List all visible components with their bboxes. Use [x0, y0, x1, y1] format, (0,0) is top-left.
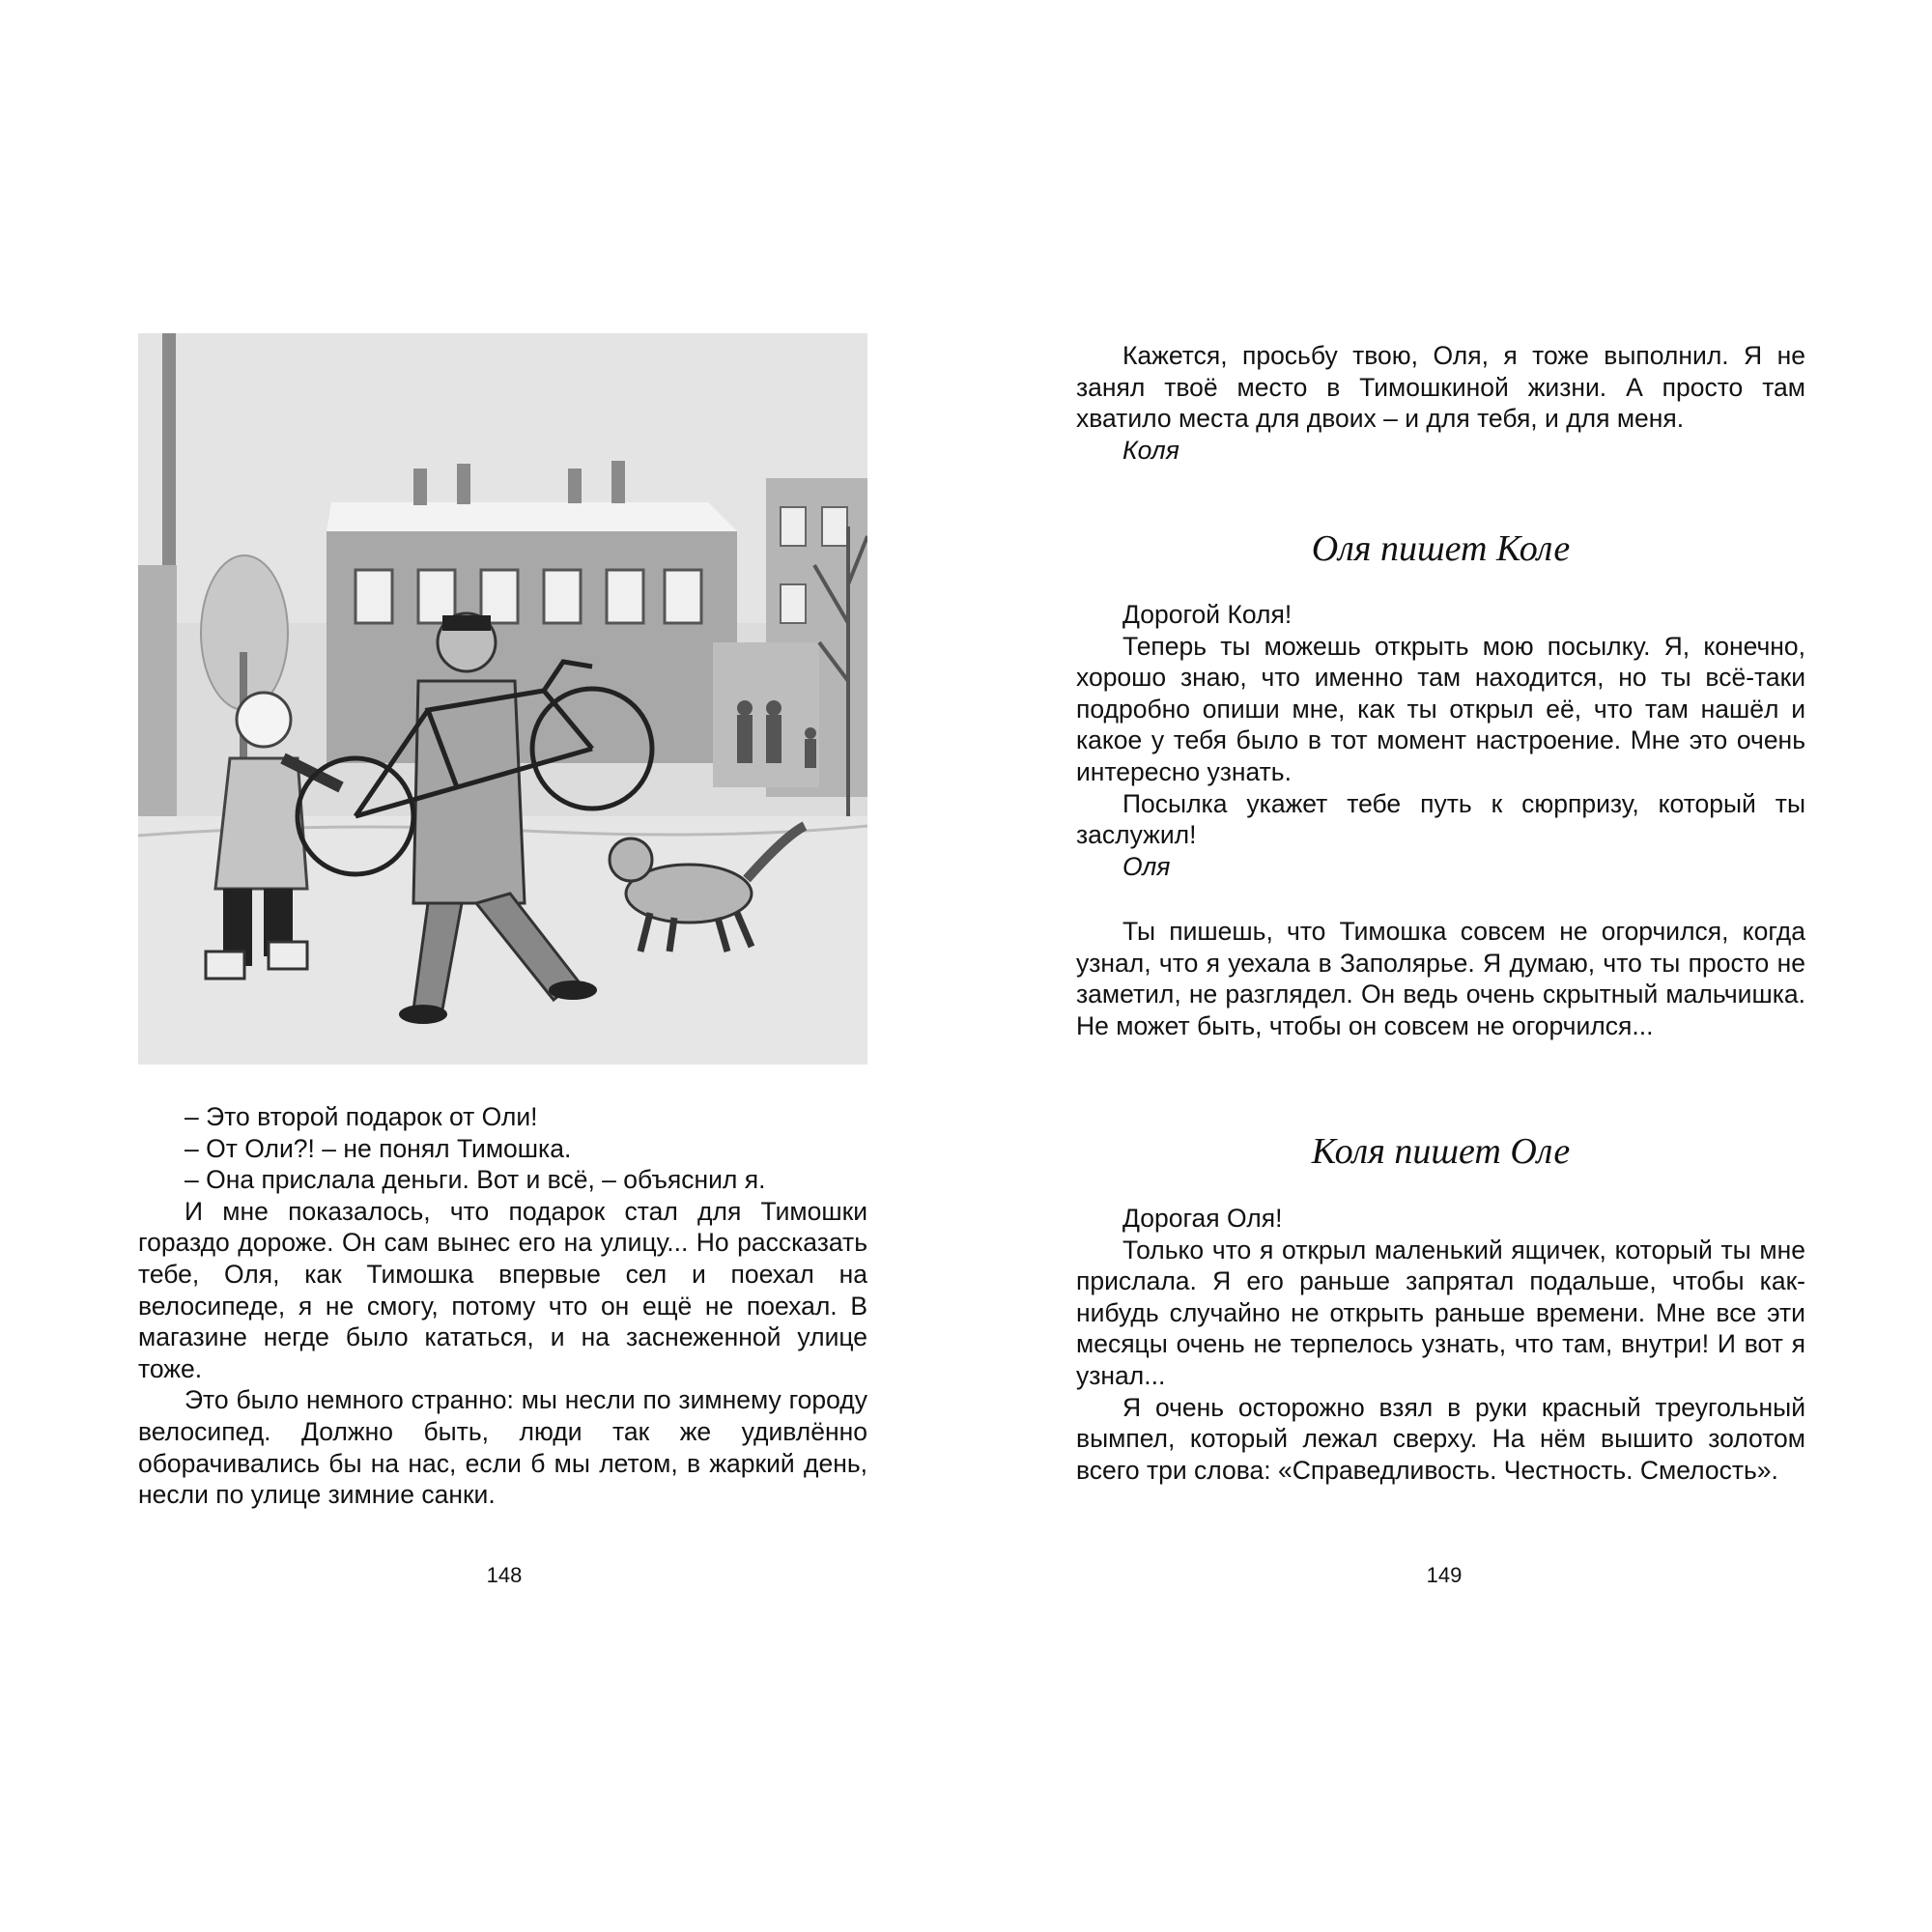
paragraph: И мне показалось, что подарок стал для Тимошки гораздо дороже. Он сам вынес его на улицу... Но рассказать тебе, Оля, как Тимошка впервые сел и поехал на велосипеде, я не смогу, потому что он ещё не поехал. В магазине негде было кататься, и на заснеженной улице тоже. — [138, 1196, 867, 1383]
section-heading-kolya-to-olya: Коля пишет Оле — [1311, 1131, 1571, 1172]
letter-greeting: Дорогая Оля! — [1122, 1204, 1283, 1233]
letter-kolya-to-olya — [1076, 1203, 1805, 1486]
paragraph: Теперь ты можешь открыть мою посылку. Я, конечно, хорошо знаю, что именно там находится, но ты всё-таки подробно опиши мне, как ты открыл её, что там нашёл и какое у тебя было в тот момент настроение. Мне это очень интересно узнать. — [1076, 631, 1805, 786]
dialogue-line: – Она прислала деньги. Вот и всё, – объяснил я. — [185, 1165, 766, 1195]
letter-postscript — [1076, 916, 1805, 1041]
paragraph: Посылка укажет тебе путь к сюрпризу, который ты заслужил! — [1076, 788, 1805, 850]
section-heading-olya-to-kolya: Оля пишет Коле — [1311, 528, 1571, 569]
paragraph: Ты пишешь, что Тимошка совсем не огорчился, когда узнал, что я уехала в Заполярье. Я думаю, что ты просто не заметил, не разглядел. Он ведь очень скрытный мальчишка. Не может быть, чтобы он совсем не огорчился... — [1076, 917, 1805, 1040]
intro-paragraph: Кажется, просьбу твою, Оля, я тоже выполнил. Я не занял твоё место в Тимошкиной жизни. А просто там хватило места для двоих – и для тебя, и для меня. — [1076, 341, 1805, 434]
page-number-left: 148 — [486, 1563, 523, 1587]
winter-street-illustration-icon — [138, 333, 867, 1065]
paragraph: Только что я открыл маленький ящичек, который ты мне прислала. Я его раньше запрятал подальше, чтобы как-нибудь случайно не открыть раньше времени. Мне все эти месяцы очень не терпелось узнать, что там, внутри! И вот я узнал... — [1076, 1235, 1805, 1390]
paragraph: Это было немного странно: мы несли по зимнему городу велосипед. Должно быть, люди так же удивлённо оборачивались бы на нас, если б мы летом, в жаркий день, несли по улице зимние санки. — [138, 1385, 867, 1510]
intro-signature: Коля — [1122, 435, 1179, 465]
dialogue-line: – От Оли?! – не понял Тимошка. — [185, 1133, 572, 1163]
left-page-text — [138, 1101, 867, 1511]
illustration-drawing — [138, 333, 867, 1065]
dialogue-line: – Это второй подарок от Оли! — [185, 1102, 538, 1131]
letter-greeting: Дорогой Коля! — [1122, 600, 1293, 629]
right-intro-block — [1076, 340, 1805, 466]
paragraph: Я очень осторожно взял в руки красный треугольный вымпел, который лежал сверху. На нём вышито золотом всего три слова: «Справедливость. Честность. Смелость». — [1076, 1392, 1805, 1485]
letter-olya-to-kolya — [1076, 599, 1805, 882]
page-number-right: 149 — [1426, 1563, 1463, 1587]
letter-signature: Оля — [1122, 851, 1171, 881]
